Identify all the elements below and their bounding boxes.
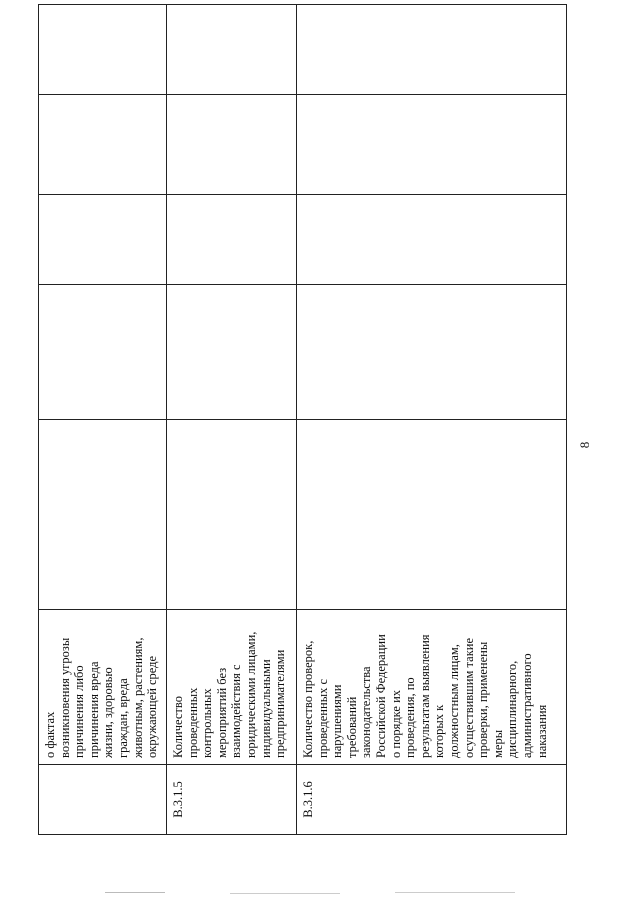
scan-artifact xyxy=(395,892,515,893)
rotated-table-page xyxy=(38,5,566,835)
empty-cell xyxy=(39,420,167,610)
indicator-name-text: о фактах возникновения угрозы причинения либо причинения вреда жизни, здоровью граждан, вреда животным, растениям, окружающей среде xyxy=(43,637,160,758)
page-number: 8 xyxy=(577,441,592,449)
empty-cell xyxy=(39,285,167,420)
row-number-cell xyxy=(39,765,167,835)
indicator-name-cell xyxy=(167,610,297,765)
row-number-cell: B.3.1.6 xyxy=(297,765,567,835)
indicator-table xyxy=(38,4,567,835)
empty-cell xyxy=(167,95,297,195)
scan-artifact xyxy=(230,893,340,894)
table-row xyxy=(297,5,567,835)
empty-cell xyxy=(167,420,297,610)
indicator-name-cell xyxy=(297,610,567,765)
empty-cell xyxy=(39,5,167,95)
indicator-name-text: Количество проведенных контрольных мероприятий без взаимодействия с юридическими лицами, индивидуальными предпринимателями xyxy=(171,631,288,758)
empty-cell xyxy=(297,420,567,610)
empty-cell xyxy=(297,95,567,195)
table-row xyxy=(167,5,297,835)
empty-cell xyxy=(297,195,567,285)
empty-cell xyxy=(39,195,167,285)
empty-cell xyxy=(167,5,297,95)
row-number-cell: B.3.1.5 xyxy=(167,765,297,835)
empty-cell xyxy=(39,95,167,195)
empty-cell xyxy=(167,195,297,285)
empty-cell xyxy=(297,5,567,95)
table-row xyxy=(39,5,167,835)
empty-cell xyxy=(167,285,297,420)
empty-cell xyxy=(297,285,567,420)
scan-artifact xyxy=(105,892,165,893)
indicator-name-text: Количество проверок, проведенных с нарушениями требований законодательства Российской Федерации о порядке их проведения, по результатам выявления которых к должностным лицам, осуществившим такие проверки, применены меры дисциплинарного, административного наказания xyxy=(301,634,549,758)
indicator-name-cell xyxy=(39,610,167,765)
